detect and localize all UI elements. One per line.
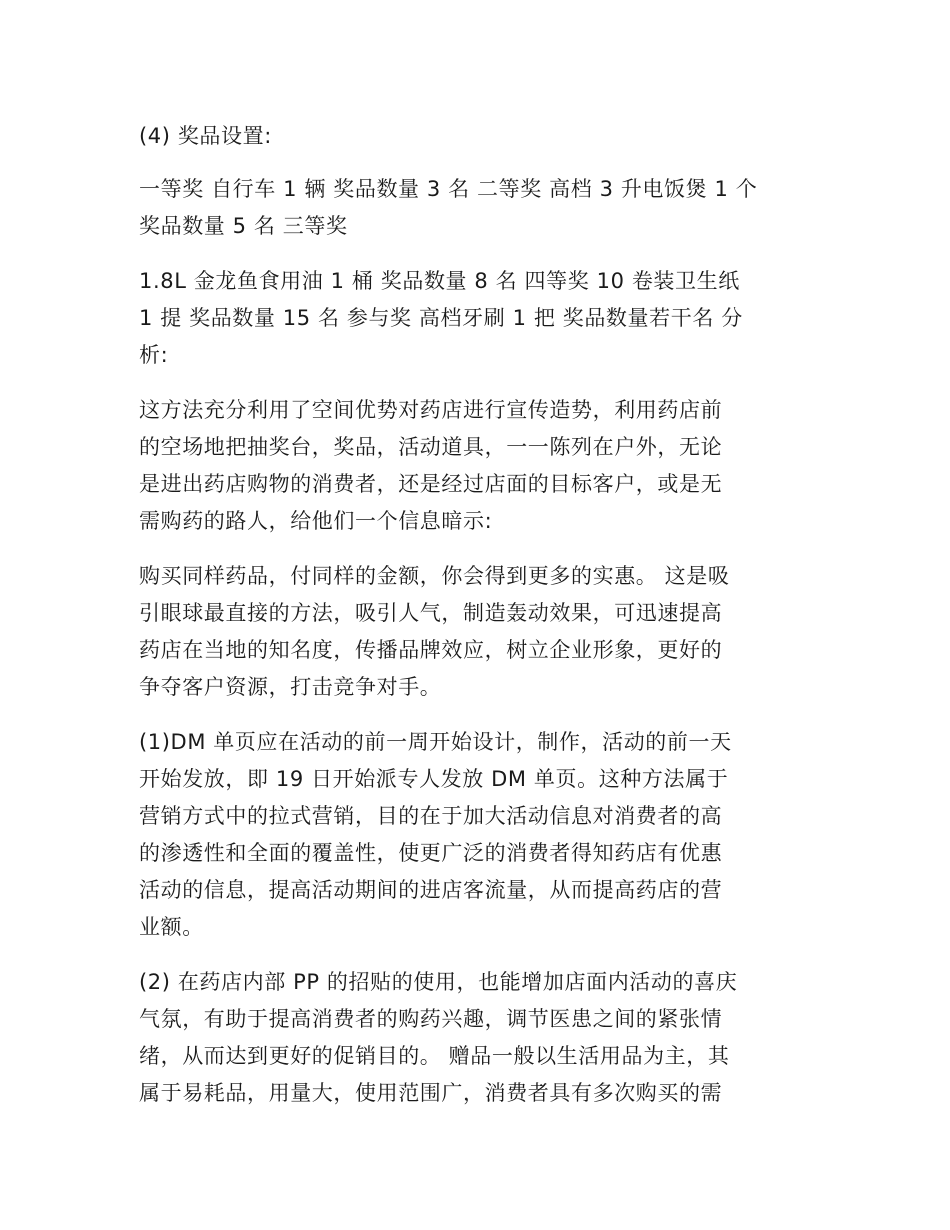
prizes-continued-paragraph — [139, 263, 814, 374]
text-line: 活动的信息，提高活动期间的进店客流量，从而提高药店的营 — [139, 878, 723, 902]
text-line: 业额。 — [139, 915, 204, 939]
prizes-paragraph — [139, 171, 814, 245]
text-line: 绪，从而达到更好的促销目的。 赠品一般以生活用品为主，其 — [139, 1044, 730, 1068]
text-line: (1)DM 单页应在活动的前一周开始设计，制作，活动的前一天 — [139, 730, 732, 754]
analysis-paragraph — [139, 392, 814, 540]
text-line: 析: — [139, 343, 169, 367]
pp-paragraph — [139, 964, 814, 1112]
text-line: 一等奖 自行车 1 辆 奖品数量 3 名 二等奖 高档 3 升电饭煲 1 个 — [139, 177, 758, 201]
text-line: 购买同样药品，付同样的金额，你会得到更多的实惠。 这是吸 — [139, 564, 730, 588]
text-line: 的空场地把抽奖台，奖品，活动道具，一一陈列在户外，无论 — [139, 435, 723, 459]
text-line: (2) 在药店内部 PP 的招贴的使用，也能增加店面内活动的喜庆 — [139, 970, 738, 994]
section-heading — [139, 118, 814, 155]
text-line: 营销方式中的拉式营销，目的在于加大活动信息对消费者的高 — [139, 804, 723, 828]
text-line: 需购药的路人，给他们一个信息暗示: — [139, 509, 493, 533]
text-line: 引眼球最直接的方法，吸引人气，制造轰动效果，可迅速提高 — [139, 601, 723, 625]
text-line: 争夺客户资源，打击竞争对手。 — [139, 675, 442, 699]
text-line: 这方法充分利用了空间优势对药店进行宣传造势，利用药店前 — [139, 398, 723, 422]
document-body — [139, 118, 814, 1112]
text-line: 的渗透性和全面的覆盖性，使更广泛的消费者得知药店有优惠 — [139, 841, 723, 865]
benefit-paragraph — [139, 558, 814, 706]
text-line: 属于易耗品，用量大，使用范围广，消费者具有多次购买的需 — [139, 1081, 723, 1105]
text-line: 1 提 奖品数量 15 名 参与奖 高档牙刷 1 把 奖品数量若干名 分 — [139, 306, 743, 330]
text-line: 1.8L 金龙鱼食用油 1 桶 奖品数量 8 名 四等奖 10 卷装卫生纸 — [139, 269, 740, 293]
text-line: 奖品数量 5 名 三等奖 — [139, 214, 348, 238]
dm-paragraph — [139, 724, 814, 946]
text-line: (4) 奖品设置: — [139, 124, 272, 148]
text-line: 气氛，有助于提高消费者的购药兴趣，调节医患之间的紧张情 — [139, 1007, 723, 1031]
text-line: 开始发放，即 19 日开始派专人发放 DM 单页。这种方法属于 — [139, 767, 729, 791]
text-line: 药店在当地的知名度，传播品牌效应，树立企业形象，更好的 — [139, 638, 723, 662]
text-line: 是进出药店购物的消费者，还是经过店面的目标客户，或是无 — [139, 472, 723, 496]
